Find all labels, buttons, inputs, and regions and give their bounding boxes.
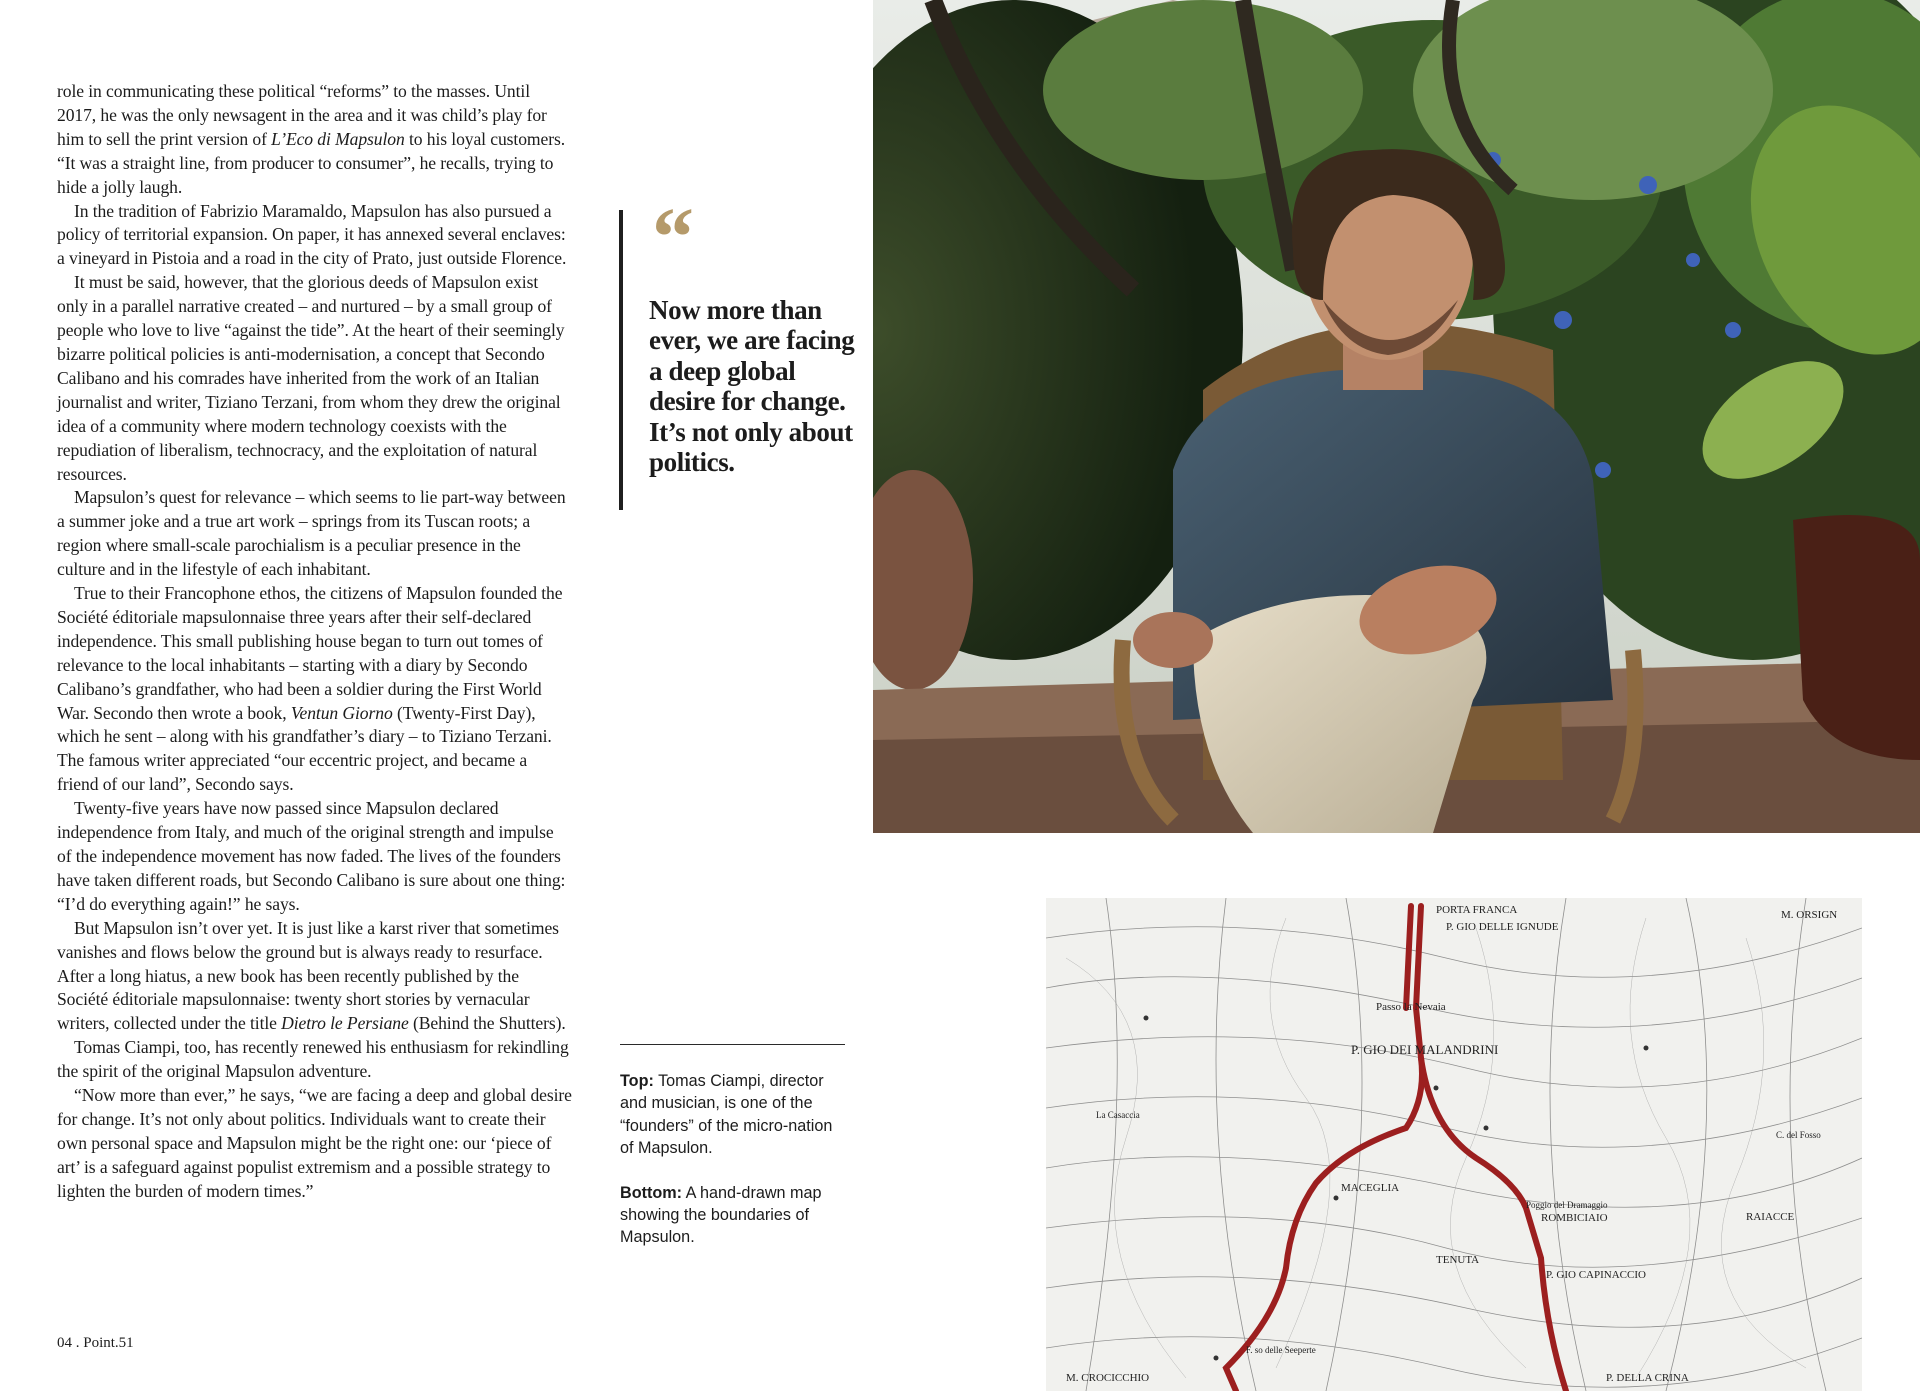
- caption-top: [620, 1070, 845, 1160]
- map-label: La Casaccia: [1096, 1110, 1140, 1120]
- caption-bottom-text: A hand-drawn map showing the boundaries of Mapsulon.: [620, 1183, 822, 1247]
- caption-top-text: Tomas Ciampi, director and musician, is one of the “founders” of the micro-nation of Mapsulon.: [620, 1072, 833, 1158]
- paragraph-text: (Twenty-First Day), which he sent – along with his grandfather’s diary – to Tiziano Terzani. The famous writer appreciated “our eccentric project, and became a friend of our land”, Secondo says.: [57, 702, 552, 795]
- map-label: MACEGLIA: [1341, 1182, 1400, 1194]
- map-label: TENUTA: [1436, 1254, 1480, 1266]
- article-paragraph: [57, 1036, 572, 1084]
- map-label: Poggio del Dramaggio: [1526, 1200, 1608, 1210]
- title-italic: Dietro le Persiane: [281, 1013, 409, 1034]
- pullquote: Now more than ever, we are facing a deep global desire for change. It’s not only about politics.: [649, 295, 855, 478]
- article-paragraph: [57, 917, 572, 1037]
- paragraph-text: In the tradition of Fabrizio Maramaldo, Mapsulon has also pursued a policy of territorial expansion. On paper, it has annexed several enclaves: a vineyard in Pistoia and a road in the city of Prato, just outside Florence.: [57, 200, 567, 269]
- map-label: M. CROCICCHIO: [1066, 1372, 1150, 1384]
- paragraph-text: But Mapsulon isn’t over yet. It is just like a karst river that sometimes vanishes and flows below the ground but is always ready to resurface. After a long hiatus, a new book has been recently published by the Société éditoriale mapsulonnaise: twenty short stories by vernacular writers, collected under the title: [57, 917, 559, 1034]
- article-paragraph: [57, 582, 572, 797]
- article-paragraph: [57, 271, 572, 486]
- article-paragraph: [57, 486, 572, 582]
- article-paragraph: [57, 1084, 572, 1204]
- map-label: ROMBICIAIO: [1541, 1212, 1608, 1224]
- paragraph-text: Mapsulon’s quest for relevance – which seems to lie part-way between a summer joke and a true art work – springs from its Tuscan roots; a region where small-scale parochialism is a peculiar presence in the culture and in the lifestyle of each inhabitant.: [57, 487, 566, 580]
- paragraph-text: Twenty-five years have now passed since Mapsulon declared independence from Italy, and much of the original strength and impulse of the independence movement has now faded. The lives of the founders have taken different roads, but Secondo Calibano is sure about one thing: “I’d do everything again!” he says.: [57, 798, 566, 914]
- paragraph-text: to his loyal customers. “It was a straight line, from producer to consumer”, he recalls, trying to hide a jolly laugh.: [57, 128, 565, 197]
- map-label: P. DELLA CRINA: [1606, 1372, 1689, 1384]
- paragraph-text: (Behind the Shutters).: [408, 1013, 566, 1034]
- map-label: P. GIO DEI MALANDRINI: [1351, 1042, 1499, 1057]
- caption-top-label: Top:: [620, 1072, 654, 1090]
- boundary-map: [1046, 898, 1862, 1391]
- portrait-illustration: [873, 0, 1920, 833]
- caption-rule: [620, 1044, 845, 1045]
- quote-mark-icon: “: [652, 191, 694, 284]
- paragraph-text: It must be said, however, that the glorious deeds of Mapsulon exist only in a parallel narrative created – and nurtured – by a small group of people who love to live “against the tide”. At the heart of their seemingly bizarre political policies is anti-modernisation, a concept that Secondo Calibano and his comrades have inherited from the work of an Italian journalist and writer, Tiziano Terzani, from whom they drew the original idea of a community where modern technology coexists with the repudiation of liberalism, technocracy, and the exploitation of natural resources.: [57, 272, 565, 484]
- title-italic: L’Eco di Mapsulon: [271, 128, 405, 149]
- pullquote-rule: [619, 210, 623, 510]
- paragraph-text: role in communicating these political “reforms” to the masses. Until 2017, he was the only newsagent in the area and it was child’s play for him to sell the print version of: [57, 81, 547, 149]
- article-body: [57, 80, 572, 1204]
- map-label: PORTA FRANCA: [1436, 904, 1518, 916]
- paragraph-text: True to their Francophone ethos, the citizens of Mapsulon founded the Société éditoriale mapsulonnaise three years after their self-declared independence. This small publishing house began to turn out tomes of relevance to the local inhabitants – starting with a diary by Secondo Calibano’s grandfather, who had been a soldier during the First World War. Secondo then wrote a book,: [57, 583, 563, 723]
- title-italic: Ventun Giorno: [290, 702, 393, 723]
- article-paragraph: [57, 797, 572, 917]
- paragraph-text: Tomas Ciampi, too, has recently renewed his enthusiasm for rekindling the spirit of the original Mapsulon adventure.: [57, 1037, 569, 1082]
- map-label: P. GIO DELLE IGNUDE: [1446, 921, 1559, 933]
- page-folio: 04 . Point.51: [57, 1335, 134, 1351]
- map-illustration: [1046, 898, 1862, 1391]
- map-label: F. so delle Seeperte: [1246, 1345, 1316, 1355]
- paragraph-text: “Now more than ever,” he says, “we are facing a deep and global desire for change. It’s not only about politics. Individuals want to create their own personal space and Mapsulon might be the right one: our ‘piece of art’ is a safeguard against populist extremism and a possible strategy to lighten the burden of modern times.”: [57, 1085, 572, 1201]
- article-paragraph: [57, 200, 572, 272]
- caption-bottom: [620, 1182, 845, 1249]
- map-label: Passo la Nevaia: [1376, 1001, 1446, 1013]
- caption-bottom-label: Bottom:: [620, 1183, 683, 1202]
- article-paragraph: [57, 80, 572, 200]
- map-label: C. del Fosso: [1776, 1130, 1821, 1140]
- map-label: M. ORSIGN: [1781, 909, 1838, 921]
- photo-caption: [620, 1070, 845, 1271]
- map-label: P. GIO CAPINACCIO: [1546, 1269, 1646, 1281]
- map-label: RAIACCE: [1746, 1211, 1795, 1223]
- portrait-photo: [873, 0, 1920, 833]
